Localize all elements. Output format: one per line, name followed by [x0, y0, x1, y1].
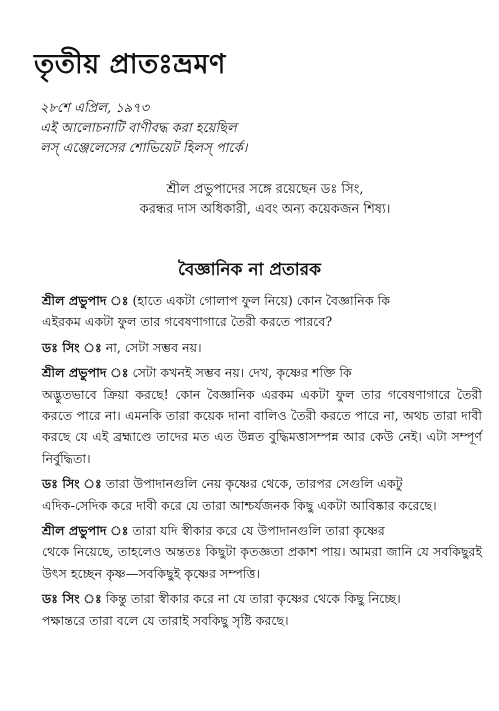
chapter-title: তৃতীয় প্রাতঃভ্রমণ: [34, 49, 226, 80]
section-title: বৈজ্ঞানিক না প্রতারক: [178, 260, 321, 280]
speaker-name: শ্রীল প্রভুপাদ ঃ: [42, 293, 129, 308]
dialogue-text: তারা উপাদানগুলি নেয় কৃষ্ণের থেকে, তারপর সেগুলি একটু: [105, 476, 403, 492]
dialogue-text: তারা যদি স্বীকার করে যে উপাদানগুলি তারা কৃষ্ণের: [132, 523, 385, 539]
recording-date: ২৮শে এপ্রিল, ১৯৭৩: [40, 101, 150, 116]
speaker-name: ডঃ সিং ঃ: [42, 339, 102, 355]
dialogue-text-continued: অদ্ভুতভাবে ক্রিয়া করছে! কোন বৈজ্ঞানিক এরকম একটা ফুল তার গবেষণাগারে তৈরী করতে পারে না। এমনকি তারা কয়েক দানা বালিও তৈরী করতে পারে না, অথচ তারা দাবী করছে যে এই ব্রহ্মাণ্ডে তাদের মত এত উন্নত বুদ্ধিমত্তাসম্পন্ন আর কেউ নেই। এটা সম্পূর্ণ নির্বুদ্ধিতা।: [42, 386, 482, 466]
dialogue-text-continued: পক্ষান্তরে তারা বলে যে তারাই সবকিছু সৃষ্টি করছে।: [42, 612, 289, 628]
dialogue-text: না, সেটা সম্ভব নয়।: [105, 339, 202, 355]
dialogue-paragraph: [42, 473, 482, 516]
dialogue-text-continued: এইরকম একটা ফুল তার গবেষণাগারে তৈরী করতে পারবে?: [42, 314, 333, 330]
dialogue-paragraph: [42, 337, 482, 358]
companions-line2: করন্ধর দাস অধিকারী, এবং অন্য কয়েকজন শিষ্য।: [139, 202, 391, 217]
dialogue-paragraph: [42, 520, 482, 584]
speaker-name: শ্রীল প্রভুপাদ ঃ: [42, 365, 129, 381]
speaker-name: শ্রীল প্রভুপাদ ঃ: [42, 523, 129, 539]
dialogue-paragraph: [42, 588, 482, 631]
dialogue-text-continued: এদিক-সেদিক করে দাবী করে যে তারা আশ্চর্যজনক কিছু একটা আবিষ্কার করেছে।: [42, 497, 437, 513]
speaker-name: ডঃ সিং ঃ: [42, 476, 102, 492]
dialogue-text: (হাতে একটা গোলাপ ফুল নিয়ে) কোন বৈজ্ঞানিক কি: [132, 293, 391, 308]
companions-note: [60, 180, 470, 220]
dialogue-body: [42, 290, 482, 635]
speaker-name: ডঃ সিং ঃ: [42, 591, 102, 607]
dialogue-paragraph: [42, 290, 482, 333]
dialogue-text: কিন্তু তারা স্বীকার করে না যে তারা কৃষ্ণের থেকে কিছু নিচ্ছে।: [105, 591, 401, 607]
dialogue-paragraph: [42, 362, 482, 469]
dialogue-text: সেটা কখনই সম্ভব নয়। দেখ, কৃষ্ণের শক্তি কি: [132, 365, 352, 381]
dialogue-text-continued: থেকে নিয়েছে, তাহলেও অন্ততঃ কিছুটা কৃতজ্ঞতা প্রকাশ পায়। আমরা জানি যে সবকিছুরই উৎস হচ্ছেন কৃষ্ণ—সবকিছুই কৃষ্ণের সম্পত্তি।: [42, 544, 482, 581]
recording-note-line2: লস্ এঞ্জেলেসের শোভিয়েট হিলস্ পার্কে।: [40, 141, 248, 156]
recording-note-line1: এই আলোচনাটি বাণীবদ্ধ করা হয়েছিল: [40, 121, 237, 136]
companions-line1: শ্রীল প্রভুপাদের সঙ্গে রয়েছেন ডঃ সিং,: [166, 182, 364, 197]
